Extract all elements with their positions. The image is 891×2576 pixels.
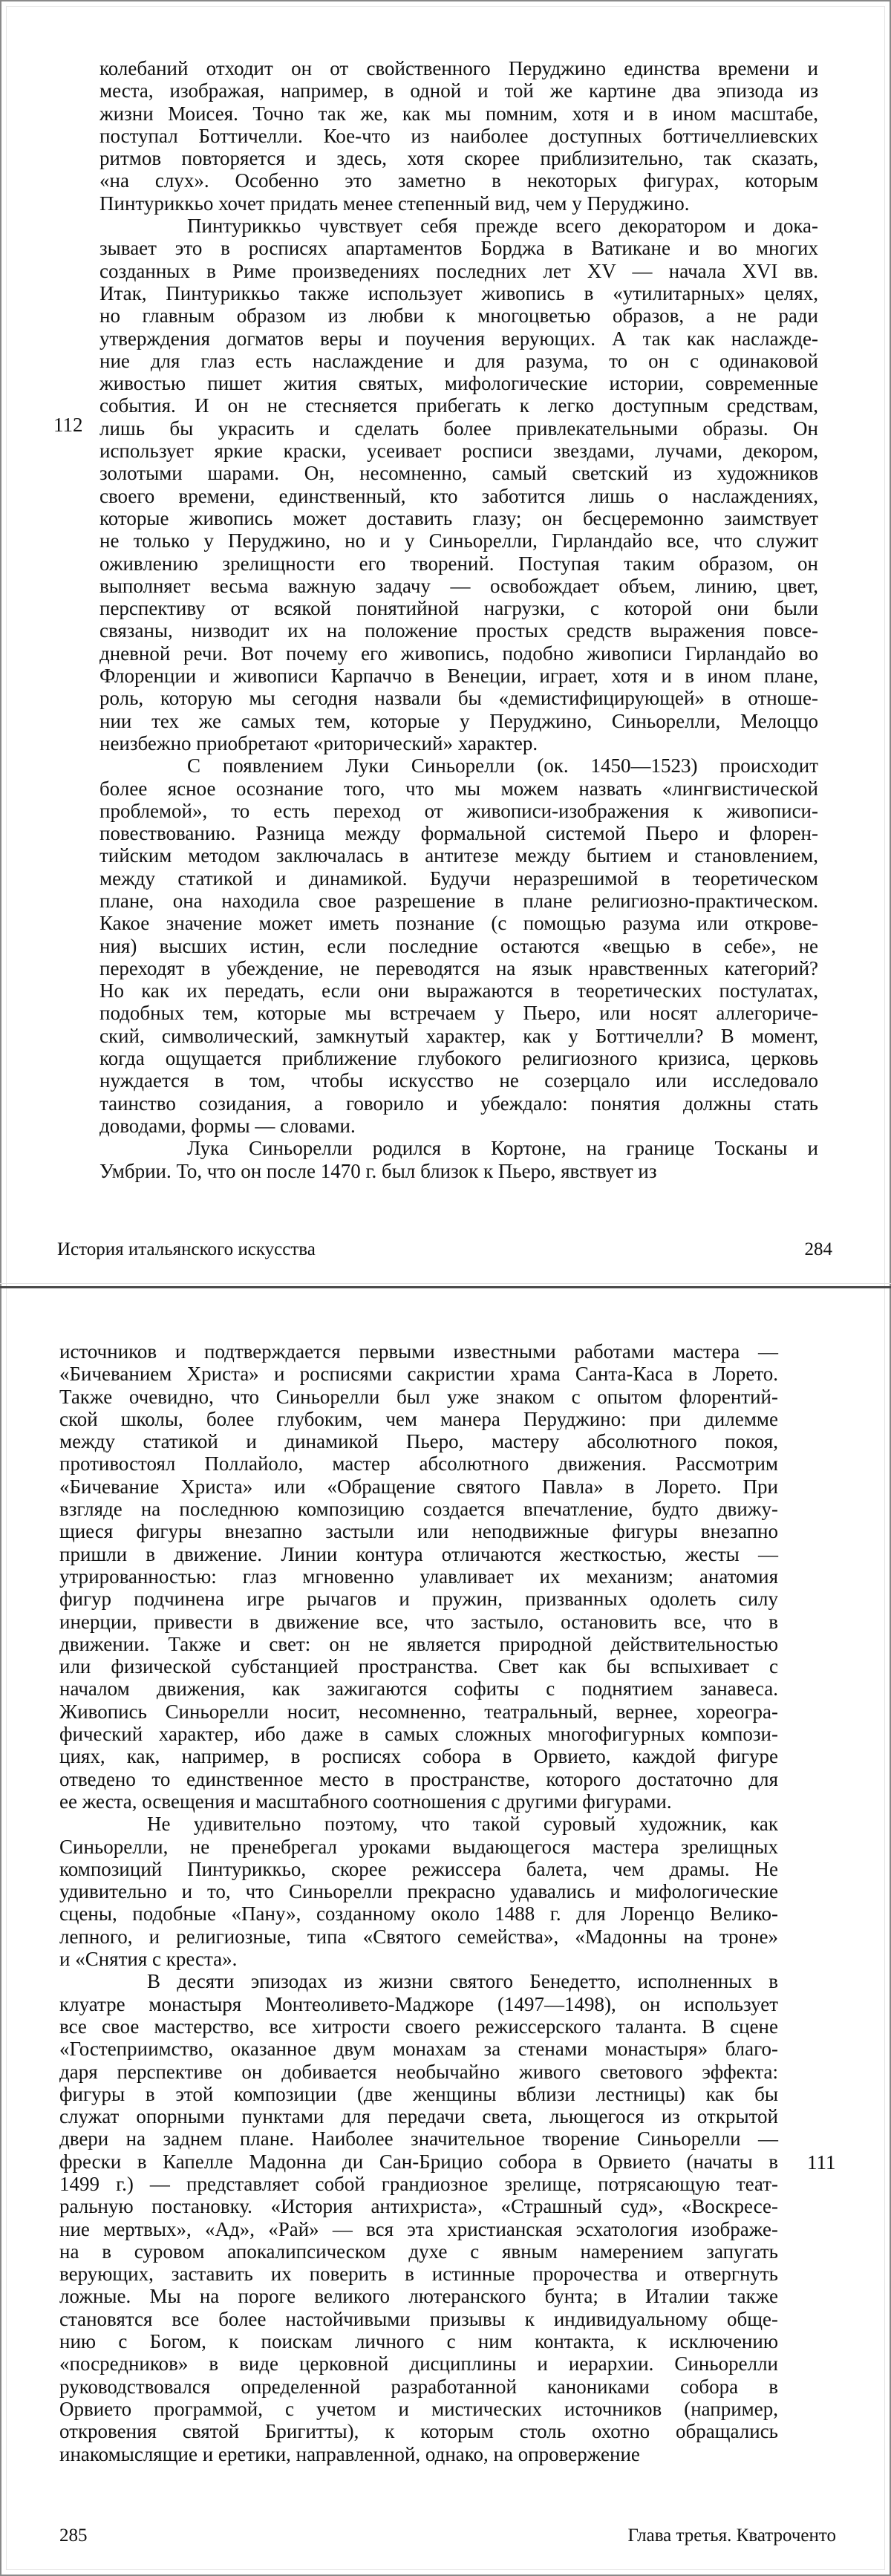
page-number: 284 (804, 1239, 832, 1259)
text-line: Итак, Пинтуриккьо также использует живопись в «утилитарных» целях, (99, 281, 818, 304)
text-line: нии тех же самых тем, которые у Перуджино, Синьорелли, Мелоццо (99, 709, 818, 732)
text-line: фический характер, ибо даже в самых сложных многофигурных компози- (59, 1723, 778, 1746)
text-line: ритмов повторяется и здесь, хотя скорее приблизительно, так сказать, (99, 147, 818, 170)
text-line: «Гостеприимство, оказанное двум монахам за стенами монастыря» благо- (59, 2038, 778, 2061)
text-line: живостью пишет жития святых, мифологические истории, современные (99, 372, 818, 395)
text-line: сцены, подобные «Пану», созданному около 1488 г. для Лоренцо Велико- (59, 1902, 778, 1926)
text-line: руководствовался определенной разработанной канониками собора в (59, 2375, 778, 2398)
text-line: фигуры в этой композиции (две женщины вблизи лестницы) как бы (59, 2082, 778, 2105)
text-line: оживлению зрелищности его творений. Поступая таким образом, он (99, 552, 818, 575)
page-284 (0, 0, 891, 1286)
text-line: лишь бы украсить и сделать более привлекательными образы. Он (99, 417, 818, 440)
text-line: даря перспективе он добивается необычайно живого светового эффекта: (59, 2060, 778, 2083)
text-line: ние мертвых», «Ад», «Рай» — вся эта христианская эсхатология изображе- (59, 2217, 778, 2240)
text-line: циях, как, например, в росписях собора в Орвието, каждой фигуре (59, 1745, 778, 1768)
text-line: ние для глаз есть наслаждение и для разума, то он с одинаковой (99, 349, 818, 372)
text-line: события. И он не стесняется прибегать к легко доступным средствам, (99, 394, 818, 417)
text-line: или физической субстанцией пространства. Свет как бы вспыхивает с (59, 1655, 778, 1678)
page-285 (0, 1288, 891, 2576)
text-line: двери на заднем плане. Наиболее значительное творение Синьорелли — (59, 2127, 778, 2151)
text-line: щиеся фигуры внезапно застыли или неподвижные фигуры внезапно (59, 1520, 778, 1543)
text-line: Орвието программой, с учетом и мистических источников (например, (59, 2397, 778, 2420)
text-line: фрески в Капелле Мадонна ди Сан-Брицио собора в Орвието (начаты в (59, 2150, 778, 2173)
text-line: «Бичеванием Христа» и росписями сакристии храма Санта-Каса в Лорето. (59, 1363, 778, 1386)
text-line: 1499 г.) — представляет собой грандиозное зрелище, потрясающую теат- (59, 2172, 778, 2195)
text-line: жизни Моисея. Точно так же, как мы помним, хотя и в ином масштабе, (99, 102, 818, 125)
text-line: становятся все более настойчивыми призывы к индивидуальному обще- (59, 2307, 778, 2330)
text-line: лепного, и религиозные, типа «Святого семейства», «Мадонны на троне» (59, 1925, 778, 1948)
text-line: Синьорелли, не пренебрегал уроками выдающегося мастера зрелищных (59, 1835, 778, 1858)
text-line: ния) высших истин, если последние остаются «вещью в себе», не (99, 934, 818, 957)
text-line: верующих, заставить их поверить в истинные пророчества и отвергнуть (59, 2263, 778, 2286)
text-line: связаны, низводит их на положение простых средств выражения повсе- (99, 619, 818, 642)
text-line: источников и подтверждается первыми известными работами мастера — (59, 1340, 778, 1363)
text-line: Пинтуриккьо чувствует себя прежде всего декоратором и дока- (187, 215, 818, 238)
text-line: Не удивительно поэтому, что такой суровый художник, как (147, 1813, 778, 1836)
text-line: перспективу от всякой понятийной нагрузки, с которой они были (99, 597, 818, 620)
text-line: неизбежно приобретают «риторический» характер. (99, 731, 538, 754)
text-line: золотыми шарами. Он, несомненно, самый светский из художников (99, 462, 818, 485)
text-line: таинство созидания, а говорило и убеждало: понятия должны стать (99, 1092, 818, 1115)
text-line: созданных в Риме произведениях последних лет XV — начала XVI вв. (99, 259, 818, 282)
text-line: проблемой», то есть переход от живописи-изображения к живописи- (99, 799, 818, 822)
text-line: инерции, привести в движение все, что застыло, остановить все, что в (59, 1610, 778, 1633)
text-line: на в суровом апокалипсическом духе с явным намерением запугать (59, 2240, 778, 2263)
text-line: фигур подчинена игре рычагов и пружин, призванных одолеть силу (59, 1588, 778, 1611)
page-number: 285 (59, 2526, 88, 2546)
text-line: нуждается в том, чтобы искусство не созерцало или исследовало (99, 1069, 818, 1092)
margin-illustration-reference: 112 (53, 414, 83, 436)
text-line: ский, символический, замкнутый характер, как у Боттичелли? В момент, (99, 1024, 818, 1047)
text-line: своего времени, единственный, кто заботится лишь о наслаждениях, (99, 484, 818, 507)
text-line: более ясное осознание того, что мы можем назвать «лингвистической (99, 777, 818, 800)
text-line: противостоял Поллайоло, мастер абсолютного движения. Рассмотрим (59, 1452, 778, 1476)
text-line: началом движения, как зажигаются софиты с поднятием занавеса. (59, 1677, 778, 1701)
text-line: Умбрии. То, что он после 1470 г. был близок к Пьеро, явствует из (99, 1159, 657, 1182)
text-line: Живопись Синьорелли носит, несомненно, театральный, вернее, хореогра- (59, 1700, 778, 1723)
text-line: «на слух». Особенно это заметно в некоторых фигурах, которым (99, 169, 818, 192)
text-line: утрированностью: глаз мгновенно улавливает их механизм; анатомия (59, 1565, 778, 1588)
running-title: Глава третья. Кватроченто (627, 2526, 836, 2546)
text-line: пришли в движение. Линии контура отличаются жесткостью, жесты — (59, 1542, 778, 1565)
text-line: В десяти эпизодах из жизни святого Бенедетто, исполненных в (147, 1970, 778, 1993)
text-line: Пинтуриккьо хочет придать менее степенный вид, чем у Перуджино. (99, 192, 690, 215)
text-line: Какое значение может иметь познание (с помощью разума или открове- (99, 912, 818, 935)
text-line: места, изображая, например, в одной и той же картине два эпизода из (99, 79, 818, 102)
text-line: но главным образом из любви к многоцветью образов, а не ради (99, 304, 818, 327)
text-line: ее жеста, освещения и масштабного соотношения с другими фигурами. (59, 1790, 672, 1813)
text-line: служат опорными пунктами для передачи света, льющегося из открытой (59, 2105, 778, 2128)
text-line: тийским методом заключалась в антитезе между бытием и становлением, (99, 844, 818, 867)
text-line: движении. Также и свет: он не является природной действительностью (59, 1632, 778, 1655)
text-line: переходят в убеждение, не переводятся на язык нравственных категорий? (99, 956, 818, 979)
text-line: инакомыслящие и еретики, направленной, однако, на опровержение (59, 2442, 640, 2465)
text-line: поступал Боттичелли. Кое-что из наиболее доступных боттичеллиевских (99, 124, 818, 147)
text-line: взгляде на последнюю композицию создается впечатление, будто движу- (59, 1498, 778, 1521)
text-line: подобных тем, которые мы встречаем у Пьеро, или носят аллегориче- (99, 1002, 818, 1025)
text-line: ской школы, более глубоким, чем манера Перуджино: при дилемме (59, 1407, 778, 1430)
text-line: нию с Богом, к поискам личного с ним контакта, к исключению (59, 2330, 778, 2353)
text-line: выполняет весьма важную задачу — освобождает объем, линию, цвет, (99, 574, 818, 597)
text-line: Также очевидно, что Синьорелли был уже знаком с опытом флорентий- (59, 1385, 778, 1408)
running-title: История итальянского искусства (57, 1239, 316, 1259)
text-line: композиций Пинтуриккьо, скорее режиссера балета, чем драмы. Не (59, 1857, 778, 1880)
text-line: между статикой и динамикой Пьеро, мастеру абсолютного покоя, (59, 1430, 778, 1453)
text-line: клуатре монастыря Монтеоливето-Маджоре (1497—1498), он использует (59, 1992, 778, 2015)
text-line: плане, она находила свое разрешение в плане религиозно-практическом. (99, 889, 818, 912)
page-body-text (59, 1340, 778, 2465)
text-line: повествованию. Разница между формальной системой Пьеро и флорен- (99, 822, 818, 845)
text-line: дневной речи. Вот почему его живопись, подобно живописи Гирландайо во (99, 642, 818, 665)
text-line: откровения святой Бригитты), к которым столь охотно обращались (59, 2420, 778, 2443)
text-line: когда ощущается приближение глубокого религиозного кризиса, церковь (99, 1047, 818, 1070)
text-line: Лука Синьорелли родился в Кортоне, на границе Тосканы и (187, 1137, 818, 1160)
margin-illustration-reference: 111 (807, 2151, 836, 2174)
text-line: ложные. Мы на пороге великого лютеранского бунта; в Италии также (59, 2285, 778, 2308)
text-line: доводами, формы — словами. (99, 1114, 356, 1137)
text-line: все свое мастерство, все хитрости своего режиссерского таланта. В сцене (59, 2015, 778, 2038)
text-line: удивительно и то, что Синьорелли прекрасно удавались и мифологические (59, 1880, 778, 1903)
text-line: утверждения догматов веры и поучения верующих. А так как наслажде- (99, 327, 818, 350)
text-line: использует яркие краски, усеивает росписи звездами, лучами, декором, (99, 440, 818, 463)
text-line: «Бичевание Христа» или «Обращение святого Павла» в Лорето. При (59, 1475, 778, 1498)
text-line: которые живопись может доставить глазу; он бесцеремонно заимствует (99, 506, 818, 529)
text-line: не только у Перуджино, но и у Синьорелли, Гирландайо все, что служит (99, 529, 818, 552)
text-line: отведено то единственное место в пространстве, которого достаточно для (59, 1767, 778, 1790)
text-line: зывает это в росписях апартаментов Борджа в Ватикане и во многих (99, 237, 818, 260)
text-line: между статикой и динамикой. Будучи неразрешимой в теоретическом (99, 867, 818, 890)
text-line: Флоренции и живописи Карпаччо в Венеции, играет, хотя и в ином плане, (99, 665, 818, 688)
text-line: и «Снятия с креста». (59, 1948, 238, 1971)
text-line: колебаний отходит он от свойственного Перуджино единства времени и (99, 57, 818, 79)
text-line: «посредников» в виде церковной дисциплины и иерархии. Синьорелли (59, 2352, 778, 2376)
page-body-text (99, 57, 818, 1182)
page-divider-shadow (0, 1283, 891, 1284)
text-line: Но как их передать, если они выражаются в теоретических постулатах, (99, 979, 818, 1002)
text-line: ральную постановку. «История антихриста», «Страшный суд», «Воскресе- (59, 2195, 778, 2218)
text-line: С появлением Луки Синьорелли (ок. 1450—1523) происходит (187, 754, 818, 777)
text-line: роль, которую мы сегодня назвали бы «демистифицирующей» в отноше- (99, 687, 818, 710)
